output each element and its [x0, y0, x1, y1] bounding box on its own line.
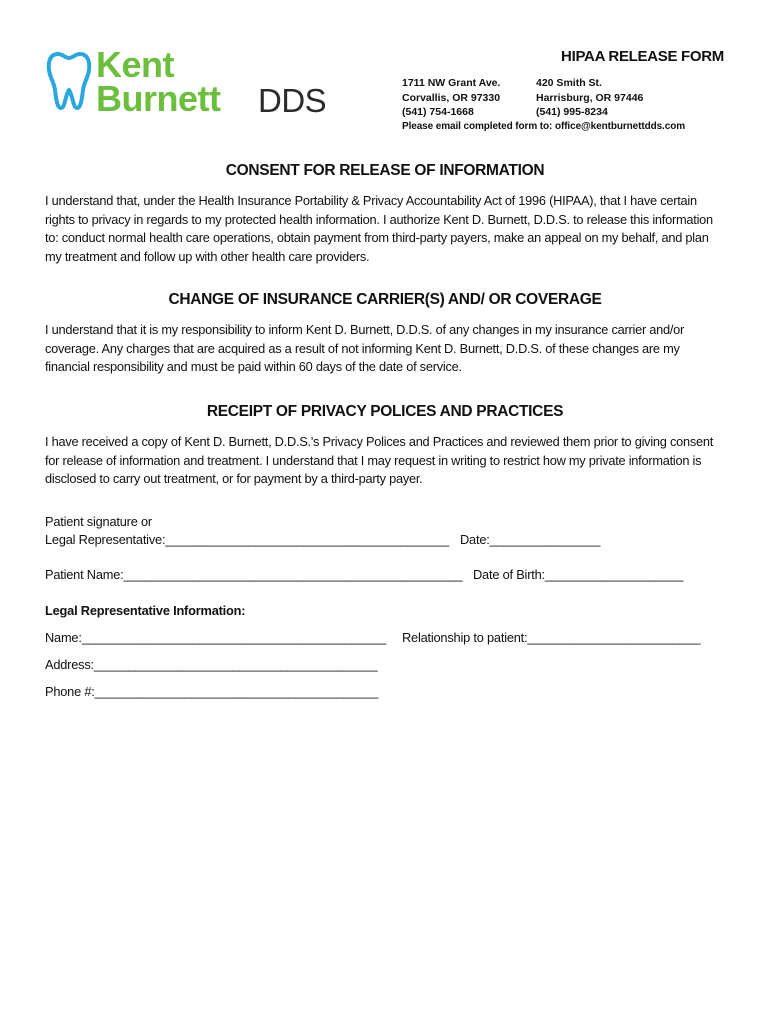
paragraph-line: I understand that it is my responsibility to inform Kent D. Burnett, D.D.S. of any changes in my insurance carrier and/or: [45, 322, 685, 337]
insurance-change-heading: CHANGE OF INSURANCE CARRIER(S) AND/ OR COVERAGE: [168, 291, 602, 308]
paragraph-line: I have received a copy of Kent D. Burnett, D.D.S.'s Privacy Polices and Practices and reviewed them prior to giving consent: [45, 434, 714, 449]
office-address-harrisburg: [536, 76, 643, 120]
paragraph-line: disclosed to carry out treatment, or for payment by a third-party payer.: [45, 471, 423, 486]
privacy-receipt-heading: RECEIPT OF PRIVACY POLICES AND PRACTICES: [206, 403, 564, 420]
address-line: 1711 NW Grant Ave.: [402, 77, 501, 89]
office-address-corvallis: [402, 76, 500, 120]
paragraph-line: rights to privacy in regards to my protected health information. I authorize Kent D. Burnett, D.D.S. to release this information: [45, 211, 713, 227]
consent-paragraph: [45, 192, 735, 266]
logo-wordmark: [96, 44, 221, 119]
patient-name-field[interactable]: Patient Name:_________________________________________________: [45, 567, 463, 582]
address-line: 420 Smith St.: [536, 77, 602, 89]
logo-dds: DDS: [258, 82, 327, 119]
practice-logo: [46, 44, 336, 123]
paragraph-line: my treatment and follow up with other health care providers.: [45, 248, 370, 264]
tooth-icon: [46, 50, 92, 112]
signature-field[interactable]: Legal Representative:_________________________________________: [45, 532, 449, 547]
address-field[interactable]: Address:_________________________________________: [45, 657, 378, 672]
email-instructions: Please email completed form to: office@kentburnettdds.com: [402, 121, 685, 132]
privacy-receipt-paragraph: [45, 433, 735, 489]
relationship-field[interactable]: Relationship to patient:_________________________: [402, 630, 701, 645]
representative-name-field[interactable]: Name:____________________________________________: [45, 630, 387, 645]
phone-field[interactable]: Phone #:_________________________________________: [45, 684, 379, 699]
paragraph-line: coverage. Any charges that are acquired as a result of not informing Kent D. Burnett, D.D.S. of these changes are my: [45, 340, 680, 356]
signature-label: Patient signature or: [45, 514, 152, 529]
paragraph-line: financial responsibility and must be paid within 60 days of the date of service.: [45, 359, 462, 374]
logo-line-2: Burnett: [96, 78, 221, 119]
paragraph-line: I understand that, under the Health Insurance Portability & Privacy Accountability Act of 1996 (HIPAA), that I have certain: [45, 193, 697, 208]
paragraph-line: for release of information and treatment. I understand that I may request in writing to restrict how my private information is: [45, 452, 702, 468]
address-line: Harrisburg, OR 97446: [536, 91, 644, 104]
date-of-birth-field[interactable]: Date of Birth:____________________: [473, 567, 684, 582]
date-field[interactable]: Date:________________: [460, 532, 601, 547]
phone-number: (541) 995-8234: [536, 106, 608, 118]
paragraph-line: to: conduct normal health care operations, obtain payment from third-party payers, make an appeal on my behalf, and plan: [45, 230, 709, 245]
form-title: HIPAA RELEASE FORM: [561, 48, 724, 65]
consent-heading: CONSENT FOR RELEASE OF INFORMATION: [225, 162, 545, 179]
logo-line-1: Kent: [96, 44, 174, 85]
insurance-change-paragraph: [45, 321, 735, 377]
phone-number: (541) 754-1668: [402, 106, 474, 118]
address-line: Corvallis, OR 97330: [402, 91, 501, 104]
legal-representative-heading: Legal Representative Information:: [45, 603, 246, 618]
